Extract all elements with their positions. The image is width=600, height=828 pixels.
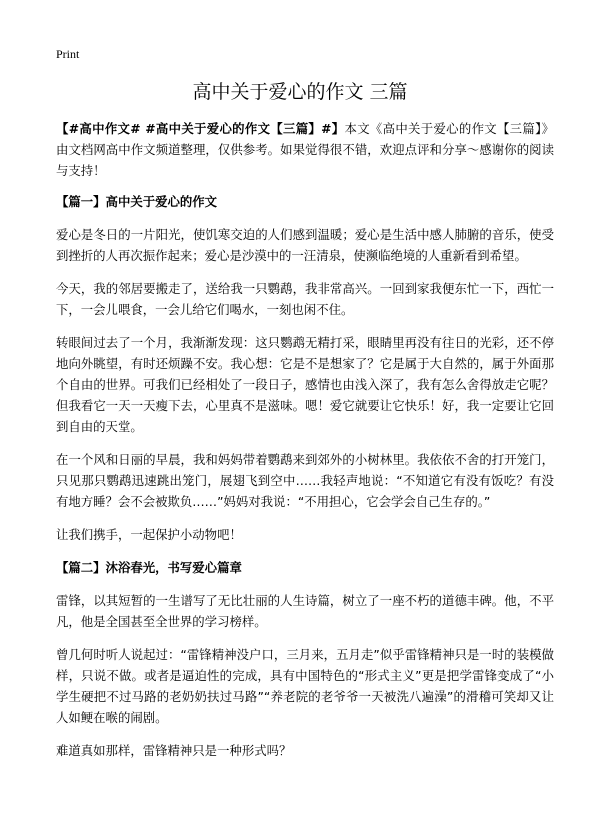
intro-tags: 【#高中作文# #高中关于爱心的作文【三篇】#】: [56, 121, 345, 136]
page-title: 高中关于爱心的作文 三篇: [192, 81, 408, 103]
section2-paragraph-2: 曾几何时听人说起过：“雷锋精神没户口，三月来，五月走”似乎雷锋精神只是一时的装模做样，只说不做。或者是逼迫性的完成，具有中国特色的“形式主义”更是把学雷锋变成了“小学生硬把不过马路的老奶奶扶过马路”“养老院的老爷爷一天被洗八遍澡”的滑稽可笑却又让人如鲠在喉的闹剧。: [56, 647, 554, 725]
section1-paragraph-1: 爱心是冬日的一片阳光，使饥寒交迫的人们感到温暖；爱心是生活中感人肺腑的音乐，使受到挫折的人再次振作起来；爱心是沙漠中的一汪清泉，使濒临绝境的人重新看到希望。: [56, 227, 554, 263]
section1-paragraph-3: 转眼间过去了一个月，我渐渐发现：这只鹦鹉无精打采，眼睛里再没有往日的光彩，还不停地向外眺望，有时还烦躁不安。我心想：它是不是想家了？它是属于大自然的，属于外面那个自由的世界。可我们已经相处了一段日子，感情也由浅入深了，我有怎么舍得放走它呢？但我看它一天一天瘦下去，心里真不是滋味。嗯！爱它就要让它快乐！好，我一定要让它回到自由的天堂。: [56, 335, 554, 434]
print-label[interactable]: Print: [56, 47, 80, 61]
section2-paragraph-3: 难道真如那样，雷锋精神只是一种形式吗？: [56, 743, 292, 758]
intro-text: 本文《高中关于爱心的作文【三篇】》由文档网高中作文频道整理，仅供参考。如果觉得很不错，欢迎点评和分享～感谢你的阅读与支持！: [56, 121, 554, 178]
article-body: [56, 118, 554, 773]
section2-heading: 【篇二】沐浴春光，书写爱心篇章: [56, 560, 242, 575]
section1-heading: 【篇一】高中关于爱心的作文: [56, 194, 218, 209]
section2-paragraph-1: 雷锋，以其短暂的一生谱写了无比壮丽的人生诗篇，树立了一座不朽的道德丰碑。他，不平凡，他是全国甚至全世界的学习榜样。: [56, 593, 554, 629]
section1-paragraph-4: 在一个风和日丽的早晨，我和妈妈带着鹦鹉来到郊外的小树林里。我依依不舍的打开笼门，只见那只鹦鹉迅速跳出笼门，展翅飞到空中……我轻声地说：“不知道它有没有饭吃？有没有地方睡？会不会被欺负……”妈妈对我说：“不用担心，它会学会自己生存的。”: [56, 452, 554, 509]
intro-paragraph: [56, 118, 554, 181]
section1-paragraph-5: 让我们携手，一起保护小动物吧！: [56, 527, 242, 542]
section1-paragraph-2: 今天，我的邻居要搬走了，送给我一只鹦鹉，我非常高兴。一回到家我便东忙一下，西忙一下，一会儿喂食，一会儿给它们喝水，一刻也闲不住。: [56, 281, 554, 317]
